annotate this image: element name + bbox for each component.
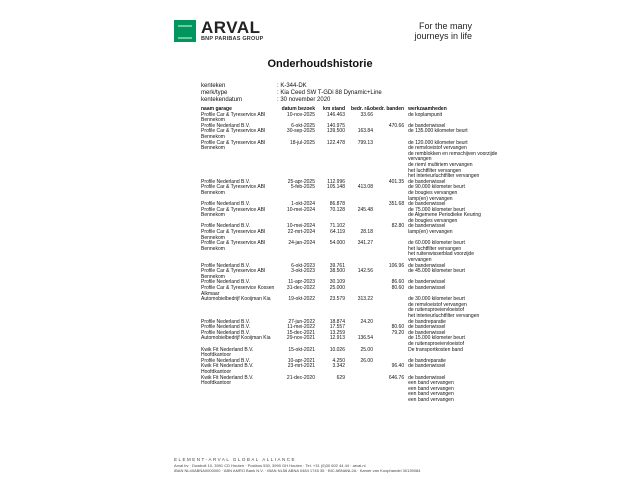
ro-cell [345, 376, 373, 404]
km-cell: 10.026 [329, 346, 345, 353]
col-date: datum bezoek [281, 106, 315, 112]
km-cell: 146.463 [326, 111, 345, 118]
banden-cell [373, 297, 404, 319]
date-cell: 3-okt-2023 [291, 268, 315, 275]
work-item: de bandenwissel [408, 122, 446, 129]
work-item: vervangen [408, 156, 432, 163]
date-cell: 29-nov-2021 [286, 335, 315, 342]
footer-line2: IBAN NL40ABNA0000000 · ABN AMRO Bank N.V. · IBAN NL56 ABNA 0484 1745 35 · BIC ABNANL2A · Kamer van Koophandel 30139084 [174, 468, 421, 473]
ro-cell: 313.22 [357, 296, 373, 303]
work-item: de ruitensproeiervloeistof [408, 340, 464, 347]
km-cell: 39.761 [329, 262, 345, 269]
garage-location: Hoofdkantoor [201, 380, 232, 387]
banden-cell [373, 230, 404, 241]
table-row [201, 297, 497, 319]
kenteken-value: : K-344-DK [277, 83, 307, 89]
ro-cell: 245.48 [357, 206, 373, 213]
work-item: de 135.000 kilometer beurt [408, 128, 468, 135]
garage-location: Alkmaar [201, 290, 220, 297]
date-cell: 22-mrt-2024 [287, 229, 315, 236]
table-row [201, 336, 497, 347]
ro-cell: 341.27 [357, 240, 373, 247]
banden-cell: 79.20 [391, 329, 405, 336]
table-row [201, 141, 497, 180]
work-cell [404, 208, 497, 225]
km-cell: 86.878 [329, 201, 345, 208]
date-cell: 23-mrt-2021 [287, 363, 315, 370]
km-cell: 139.500 [326, 128, 345, 135]
work-item: de bandenwissel [408, 279, 446, 286]
date-cell: 10-mei-2024 [286, 206, 315, 213]
work-item: de remvloeistof vervangen [408, 145, 467, 152]
arval-logo-icon [174, 20, 196, 42]
work-cell [404, 241, 497, 263]
garage-location: Bennekom [201, 245, 225, 252]
footer-alliance: ELEMENT-ARVAL GLOBAL ALLIANCE [174, 457, 297, 462]
banden-cell [373, 141, 404, 180]
work-item: een band vervangen [408, 396, 454, 403]
col-work: werkzaamheden [408, 106, 447, 112]
ro-cell: 799.13 [357, 139, 373, 146]
brand-sub: BNP PARIBAS GROUP [201, 36, 264, 42]
garage-cell [201, 297, 277, 319]
date-cell: 27-jun-2022 [288, 318, 315, 325]
maintenance-history-table [201, 107, 497, 403]
work-cell [404, 141, 497, 180]
ro-cell: 24.20 [360, 318, 373, 325]
footer-line1: Arval bv · Dowbolt 10, 3991 CD Houten · Postbus 530, 3990 GH Houten · Tel. +31 (0)30 602 44 44 · arval.nl [174, 462, 366, 468]
work-item: de bandenwissel [408, 363, 446, 370]
date-cell: 25-apr-2025 [287, 178, 315, 185]
km-cell: 25.000 [329, 285, 345, 291]
ro-cell: 136.54 [357, 335, 373, 342]
work-cell [404, 364, 497, 375]
garage-cell [201, 208, 277, 225]
km-cell: 105.148 [326, 184, 345, 191]
banden-cell [373, 129, 404, 140]
km-cell: 64.119 [330, 229, 345, 236]
garage-name: Profile Nederland B.V. [201, 262, 251, 269]
work-item: de 45.000 kilometer beurt [408, 268, 465, 275]
ro-cell: 142.56 [357, 268, 373, 275]
table-row [201, 208, 497, 225]
banden-cell: 96.40 [391, 363, 405, 370]
garage-cell [201, 376, 277, 404]
merktype-label: merk/type [201, 89, 228, 96]
work-item: de koplampunit [408, 111, 443, 118]
garage-cell [201, 185, 277, 202]
km-cell: 112.996 [327, 178, 345, 185]
garage-location: Bennekom [201, 117, 225, 124]
banden-cell: 401.35 [388, 178, 405, 185]
garage-name: Automobielbedrijf Kooijman Kia [201, 296, 271, 303]
date-cell: 10-mei-2024 [286, 223, 315, 230]
work-item: een band vervangen [408, 385, 454, 392]
garage-cell [201, 129, 277, 140]
garage-location: Hoofdkantoor [201, 352, 232, 359]
work-cell [404, 185, 497, 202]
garage-location: Bennekom [201, 273, 225, 280]
ro-cell: 413.08 [357, 184, 373, 191]
garage-location: Bennekom [201, 145, 225, 152]
banden-cell: 351.68 [388, 201, 405, 208]
km-cell: 4.250 [332, 357, 345, 364]
ro-cell: 33.66 [360, 111, 373, 118]
garage-name: Profile Nederland B.V. [201, 279, 251, 286]
work-item: de bandenwissel [408, 223, 446, 230]
garage-cell [201, 364, 277, 375]
garage-name: Profile Car & Tyreservice ABI [201, 128, 266, 135]
work-item: de Algemene Periodieke Keuring [408, 212, 481, 219]
km-cell: 629 [336, 374, 345, 381]
work-item: de bandenwissel [408, 374, 446, 381]
date-cell: 1-okt-2024 [291, 201, 315, 208]
km-cell: 17.557 [329, 324, 345, 331]
garage-name: Profile Nederland B.V. [201, 324, 251, 331]
work-item: een band vervangen [408, 391, 454, 398]
work-item: lamp(en) vervangen [408, 229, 453, 236]
work-item: het luchtfilter vervangen [408, 245, 462, 252]
km-cell: 30.109 [329, 279, 345, 286]
work-item: de bougies vervangen [408, 189, 458, 196]
garage-name: Profile Nederland B.V. [201, 223, 251, 230]
date-cell: 21-dec-2020 [286, 374, 315, 381]
date-cell: 6-okt-2023 [291, 262, 315, 269]
banden-cell: 646.76 [388, 374, 405, 381]
kentekendatum-label: kentekendatum [201, 96, 243, 103]
ro-cell [345, 364, 373, 375]
date-cell: 18-jul-2025 [289, 139, 315, 146]
work-item: de bandreparatie [408, 357, 446, 364]
garage-name: Profile Nederland B.V. [201, 318, 251, 325]
work-item: het luchtfilter vervangen [408, 167, 462, 174]
arval-logo [174, 20, 263, 42]
garage-name: Kwik Fit Nederland B.V. [201, 346, 254, 353]
tagline-line1: For the many [418, 21, 472, 31]
date-cell: 10-nov-2025 [286, 111, 315, 118]
banden-cell: 80.60 [391, 285, 405, 291]
tagline [414, 21, 472, 41]
work-item: de bougies vervangen [408, 217, 458, 224]
kentekendatum-value: : 30 november 2020 [277, 96, 331, 103]
garage-name: Profile Car & Tyreservice Kossen [201, 285, 275, 291]
table-row [201, 364, 497, 375]
table-row [201, 241, 497, 263]
garage-name: Profile Nederland B.V. [201, 329, 251, 336]
work-item: de 120.000 kilometer beurt [408, 139, 468, 146]
garage-name: Profile Car & Tyreservice ABI [201, 240, 266, 247]
date-cell: 31-dec-2022 [286, 285, 315, 291]
garage-cell [201, 141, 277, 180]
banden-cell [373, 241, 404, 263]
ro-cell: 163.84 [357, 128, 373, 135]
garage-name: Profile Nederland B.V. [201, 357, 251, 364]
garage-cell [201, 241, 277, 263]
tagline-line2: journeys in life [414, 31, 472, 41]
work-item: de 60.000 kilometer beurt [408, 240, 465, 247]
garage-name: Profile Car & Tyreservice ABI [201, 139, 266, 146]
ro-cell: 26.00 [360, 357, 373, 364]
km-cell: 140.975 [326, 122, 345, 129]
garage-name: Kwik Fit Nederland B.V. [201, 374, 254, 381]
garage-name: Profile Car & Tyreservice ABI [201, 229, 266, 236]
merktype-value: : Kia Ceed SW T-GDi 88 Dynamic+Line [277, 89, 382, 96]
work-item: het interieurluchtfilter vervangen [408, 173, 480, 180]
work-item: de 30.000 kilometer beurt [408, 296, 465, 303]
banden-cell: 86.60 [391, 279, 405, 286]
km-cell: 54.000 [329, 240, 345, 247]
work-item: de bandreparatie [408, 318, 446, 325]
work-item: de remvloeistof vervangen [408, 301, 467, 308]
work-item: de bandenwissel [408, 324, 446, 331]
brand-name: ARVAL [201, 18, 261, 37]
work-item: het interieurluchtfilter vervangen [408, 312, 480, 319]
work-item: de remblokken en remschijven voorzijde [408, 150, 498, 157]
km-cell: 122.478 [326, 139, 345, 146]
km-cell: 23.579 [329, 296, 345, 303]
garage-name: Profile Car & Tyreservice ABI [201, 268, 266, 275]
table-row [201, 129, 497, 140]
banden-cell [373, 336, 404, 347]
garage-name: Profile Nederland B.V. [201, 122, 251, 129]
garage-cell [201, 336, 277, 347]
km-cell: 13.259 [329, 329, 345, 336]
garage-location: Hoofdkantoor [201, 368, 232, 375]
banden-cell [373, 185, 404, 202]
date-cell: 15-dec-2021 [286, 329, 315, 336]
garage-location: Bennekom [201, 133, 225, 140]
work-item: de ruitensproeiervloeistof [408, 307, 464, 314]
table-row [201, 376, 497, 404]
work-item: de bandenwissel [408, 285, 446, 291]
work-cell [404, 336, 497, 347]
footer [174, 457, 420, 474]
date-cell: 15-okt-2021 [288, 346, 315, 353]
banden-cell [373, 208, 404, 225]
banden-cell: 470.66 [388, 122, 405, 129]
km-cell: 70.128 [329, 206, 345, 213]
garage-name: Profile Nederland B.V. [201, 201, 251, 208]
date-cell: 30-sep-2025 [286, 128, 315, 135]
ro-cell: 28.18 [360, 229, 373, 236]
km-cell: 18.874 [329, 318, 345, 325]
km-cell: 12.913 [329, 335, 345, 342]
banden-cell [373, 348, 404, 359]
ro-cell: 25.00 [360, 346, 373, 353]
garage-name: Profile Car & Tyreservice ABI [201, 206, 266, 213]
date-cell: 6-okt-2025 [291, 122, 315, 129]
work-cell [404, 297, 497, 319]
km-cell: 38.500 [329, 268, 345, 275]
banden-cell: 80.60 [391, 324, 405, 331]
work-item: De transportkosten band [408, 346, 463, 353]
km-cell: 3.342 [332, 363, 345, 370]
garage-location: Bennekom [201, 212, 225, 219]
work-item: de 75.000 kilometer beurt [408, 206, 465, 213]
work-item: de bandenwissel [408, 262, 446, 269]
work-item: een band vervangen [408, 380, 454, 387]
work-item: de 15.000 kilometer beurt [408, 335, 465, 342]
date-cell: 5-feb-2025 [290, 184, 315, 191]
kenteken-label: kenteken [201, 83, 226, 89]
date-cell: 10-apr-2021 [287, 357, 315, 364]
garage-name: Kwik Fit Nederland B.V. [201, 363, 254, 370]
vehicle-info [201, 83, 382, 103]
km-cell: 71.102 [329, 223, 345, 230]
date-cell: 11-apr-2023 [288, 279, 315, 286]
work-cell [404, 376, 497, 404]
banden-cell: 82.80 [391, 223, 405, 230]
work-item: de bandenwissel [408, 201, 446, 208]
garage-name: Profile Nederland B.V. [201, 178, 251, 185]
work-item: de bandenwissel [408, 178, 446, 185]
work-item: vervangen [408, 257, 432, 264]
table-row [201, 185, 497, 202]
col-garage: naam garage [201, 106, 232, 112]
garage-name: Automobielbedrijf Kooijman Kia [201, 335, 271, 342]
work-item: de 90.000 kilometer beurt [408, 184, 465, 191]
garage-location: Bennekom [201, 234, 225, 241]
col-km: km stand [323, 106, 345, 112]
work-item: lamp(en) vervangen [408, 195, 453, 202]
date-cell: 24-jan-2024 [288, 240, 315, 247]
page-title: Onderhoudshistorie [267, 58, 373, 70]
date-cell: 11-mei-2022 [287, 324, 315, 331]
work-item: de bandenwissel [408, 329, 446, 336]
work-cell [404, 129, 497, 140]
col-ro: bedr. r&o [351, 106, 373, 112]
garage-name: Profile Car & Tyreservice ABI [201, 111, 266, 118]
banden-cell: 106.96 [388, 262, 405, 269]
date-cell: 19-okt-2022 [288, 296, 315, 303]
garage-name: Profile Car & Tyreservice ABI [201, 184, 266, 191]
work-item: het ruitenwisserblad voorzijde [408, 251, 474, 258]
col-banden: bedr. banden [373, 106, 405, 112]
garage-location: Bennekom [201, 189, 225, 196]
work-item: de riem/ multiriem vervangen [408, 161, 473, 168]
